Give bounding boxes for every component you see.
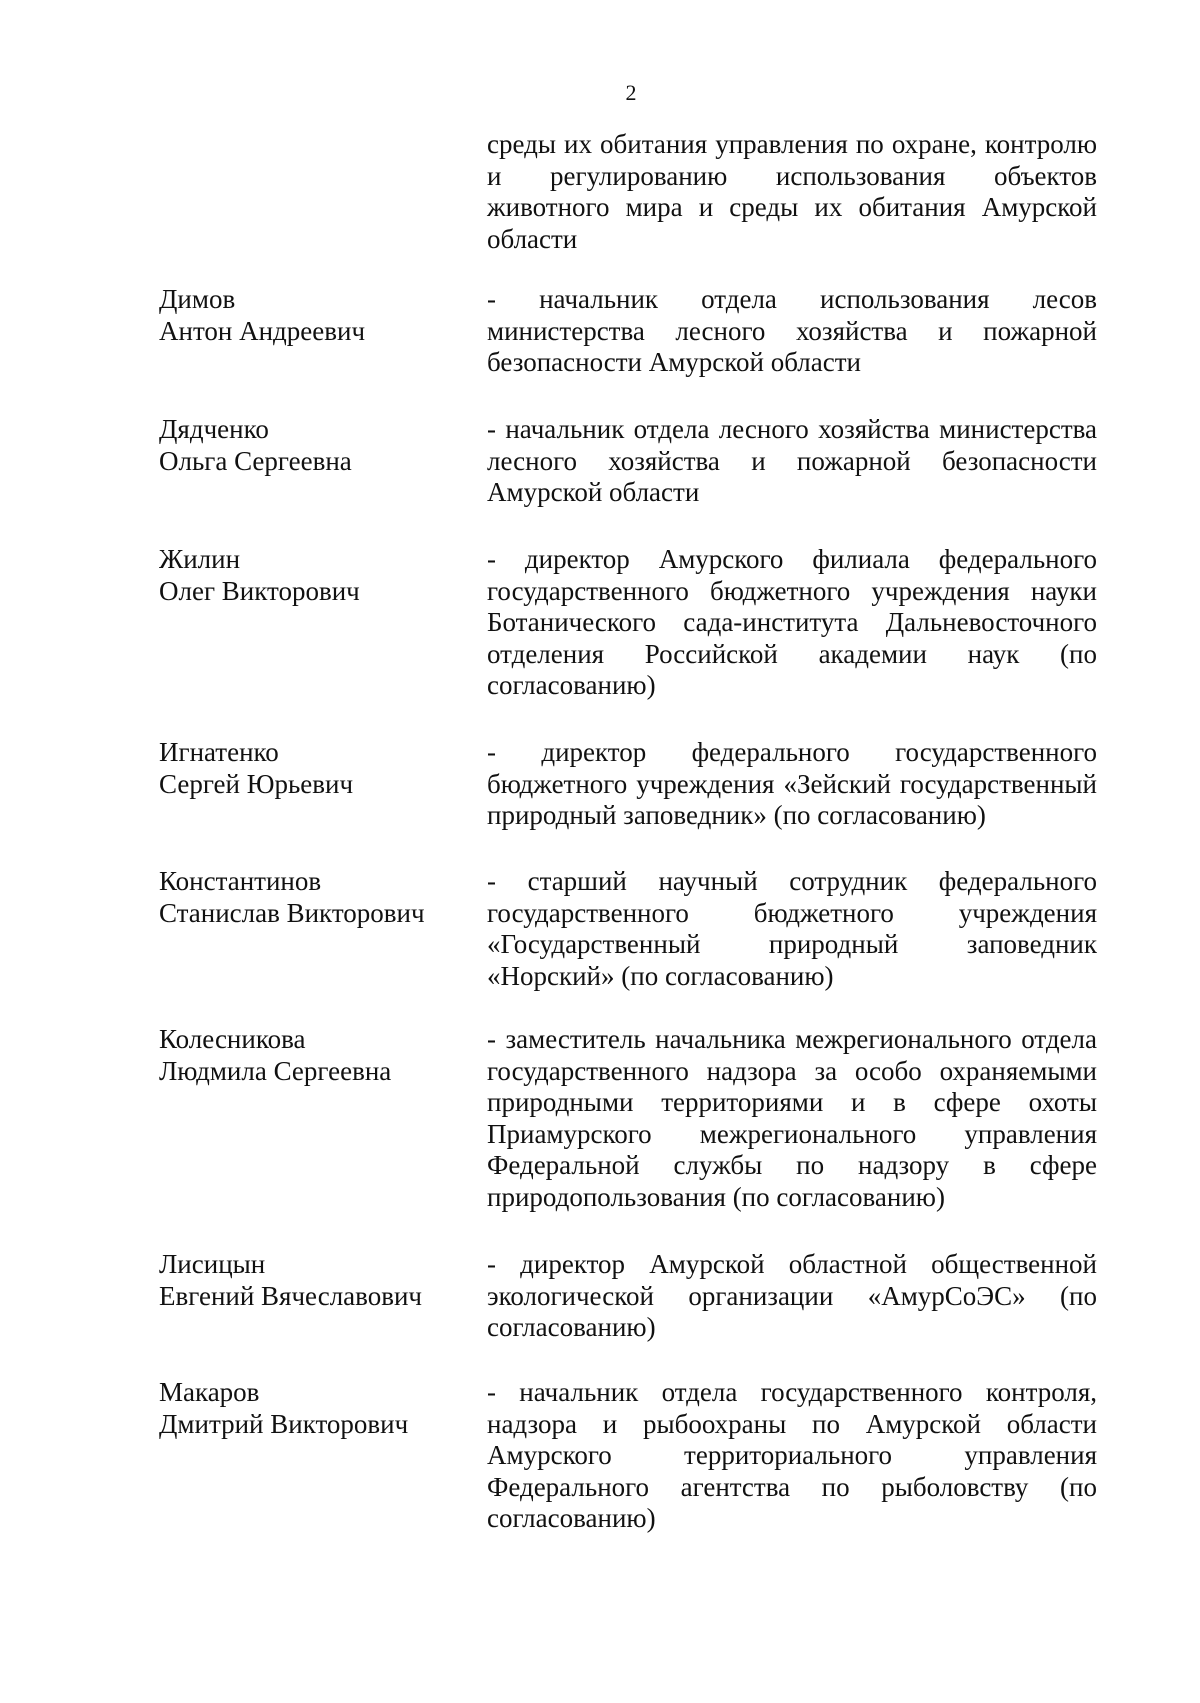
member-name [159,414,459,477]
member-name [159,1249,459,1312]
member-given-names: Олег Викторович [159,575,360,606]
member-given-names: Ольга Сергеевна [159,445,352,476]
member-position: - начальник отдела государственного контроля, надзора и рыбоохраны по Амурской области Амурского территориального управления Федерального агентства по рыболовству (по согласованию) [487,1377,1097,1534]
member-position: - заместитель начальника межрегионального отдела государственного надзора за особо охраняемыми природными территориями и в сфере охоты Приамурского межрегионального управления Федеральной службы по надзору в сфере природопользования (по согласованию) [487,1024,1097,1212]
member-name [159,866,459,929]
member-position: - директор Амурского филиала федерального государственного бюджетного учреждения науки Ботанического сада-института Дальневосточного отделения Российской академии наук (по согласованию) [487,544,1097,701]
member-position: - директор федерального государственного бюджетного учреждения «Зейский государственный природный заповедник» (по согласованию) [487,737,1097,831]
member-surname: Димов [159,284,236,314]
member-given-names: Дмитрий Викторович [159,1408,409,1439]
member-name [159,544,459,607]
member-position: - директор Амурской областной общественной экологической организации «АмурСоЭС» (по согласованию) [487,1249,1097,1343]
member-surname: Дядченко [159,414,269,444]
member-position: - начальник отдела использования лесов министерства лесного хозяйства и пожарной безопасности Амурской области [487,284,1097,378]
member-position: - начальник отдела лесного хозяйства министерства лесного хозяйства и пожарной безопасности Амурской области [487,414,1097,508]
member-given-names: Антон Андреевич [159,315,366,346]
member-name [159,1024,459,1087]
member-name [159,737,459,800]
member-name [159,1377,459,1440]
member-surname: Константинов [159,866,322,896]
page-number: 2 [625,80,637,105]
member-surname: Колесникова [159,1024,306,1054]
member-name [159,284,459,347]
member-position: - старший научный сотрудник федерального государственного бюджетного учреждения «Государственный природный заповедник «Норский» (по согласованию) [487,866,1097,991]
member-surname: Игнатенко [159,737,279,767]
member-surname: Макаров [159,1377,260,1407]
member-surname: Лисицын [159,1249,266,1279]
continuation-paragraph: среды их обитания управления по охране, контролю и регулированию использования объектов животного мира и среды их обитания Амурской области [487,129,1097,254]
member-surname: Жилин [159,544,241,574]
member-given-names: Людмила Сергеевна [159,1055,392,1086]
member-given-names: Евгений Вячеславович [159,1280,422,1311]
member-given-names: Сергей Юрьевич [159,768,354,799]
member-given-names: Станислав Викторович [159,897,425,928]
